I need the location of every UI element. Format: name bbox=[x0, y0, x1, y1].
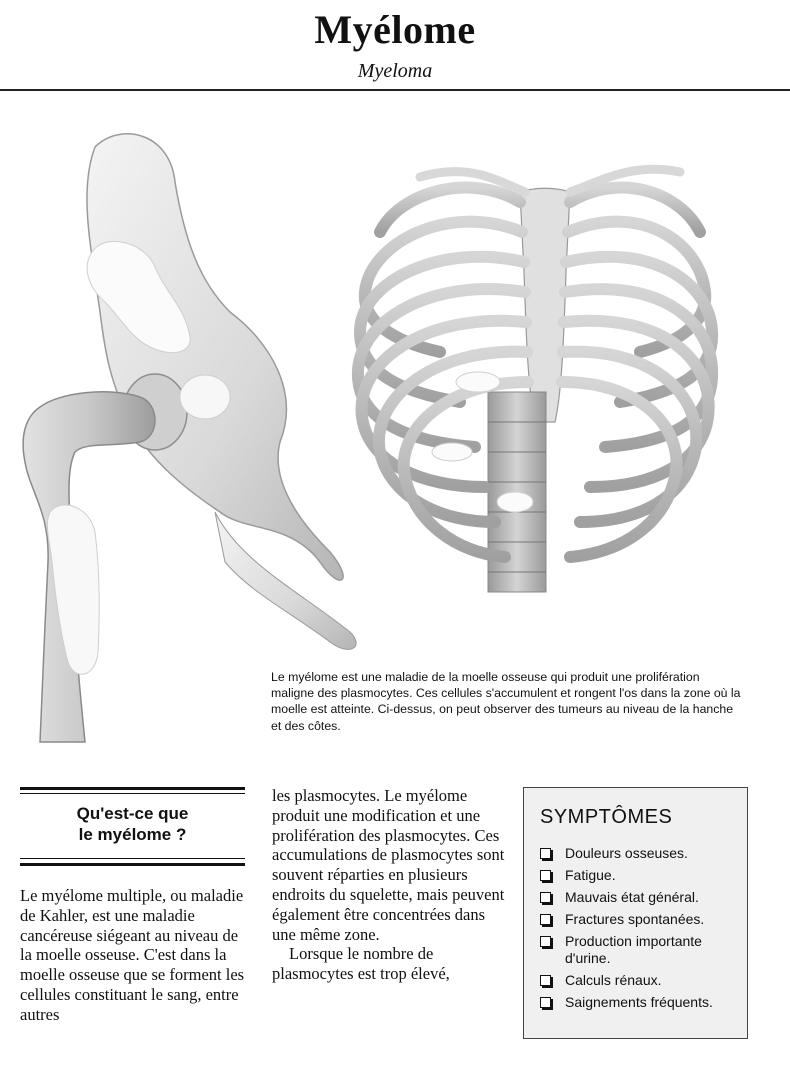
checkbox-icon bbox=[540, 936, 551, 947]
figure-caption: Le myélome est une maladie de la moelle osseuse qui produit une prolifération maligne des plasmocytes. Ces cellules s'accumulent et rongent l'os dans la zone où la moelle est atteinte. Ci-dessus, on peut observer des tumeurs au niveau de la hanche et des côtes. bbox=[271, 670, 741, 733]
page-title: Myélome bbox=[314, 7, 476, 52]
section-heading bbox=[20, 803, 245, 845]
symptom-label: Production importante d'urine. bbox=[565, 933, 702, 966]
body-paragraph-1: les plasmocytes. Le myélome produit une modification et une prolifération des plasmocytes. Ces accumulations de plasmocytes sont souvent réparties en plusieurs endroits du squelette, mais peuvent également être concentrées dans une même zone. bbox=[272, 786, 505, 944]
symptom-list bbox=[539, 845, 744, 1016]
checkbox-icon bbox=[540, 848, 551, 859]
symptom-item bbox=[539, 994, 744, 1011]
page-subtitle: Myeloma bbox=[357, 60, 433, 82]
checkbox-icon bbox=[540, 914, 551, 925]
checkbox-icon bbox=[540, 870, 551, 881]
body-column-2 bbox=[272, 786, 512, 984]
symptoms-box bbox=[523, 787, 748, 1039]
symptom-item bbox=[539, 933, 744, 967]
checkbox-icon bbox=[540, 975, 551, 986]
symptom-item bbox=[539, 845, 744, 862]
heading-rule-bottom-thin bbox=[20, 858, 245, 859]
heading-rule-bottom-thick bbox=[20, 863, 245, 866]
symptom-label: Fatigue. bbox=[565, 867, 616, 883]
symptoms-title: SYMPTÔMES bbox=[540, 806, 673, 828]
hip-bone-drawing bbox=[23, 134, 356, 742]
heading-rule-top-thin bbox=[20, 793, 245, 794]
body-column-1: Le myélome multiple, ou maladie de Kahler, est une maladie cancéreuse siégeant au niveau de la moelle osseuse. C'est dans la moelle osseuse que se forment les cellules constituant le sang, entre autres bbox=[20, 886, 245, 1024]
symptom-label: Mauvais état général. bbox=[565, 889, 699, 905]
symptom-label: Douleurs osseuses. bbox=[565, 845, 688, 861]
rib-cage-drawing bbox=[358, 169, 712, 592]
title-divider bbox=[0, 89, 790, 91]
symptom-item bbox=[539, 911, 744, 928]
checkbox-icon bbox=[540, 997, 551, 1008]
heading-rule-top-thick bbox=[20, 787, 245, 790]
symptom-item bbox=[539, 867, 744, 884]
symptom-label: Fractures spontanées. bbox=[565, 911, 705, 927]
body-paragraph-2: Lorsque le nombre de plasmocytes est trop élevé, bbox=[272, 944, 450, 984]
symptom-label: Saignements fréquents. bbox=[565, 994, 713, 1010]
section-heading-box bbox=[20, 787, 245, 867]
symptom-label: Calculs rénaux. bbox=[565, 972, 662, 988]
section-heading-line1: Qu'est-ce que bbox=[76, 804, 189, 823]
section-heading-line2: le myélome ? bbox=[78, 825, 187, 844]
symptom-item bbox=[539, 889, 744, 906]
symptom-item bbox=[539, 972, 744, 989]
checkbox-icon bbox=[540, 892, 551, 903]
